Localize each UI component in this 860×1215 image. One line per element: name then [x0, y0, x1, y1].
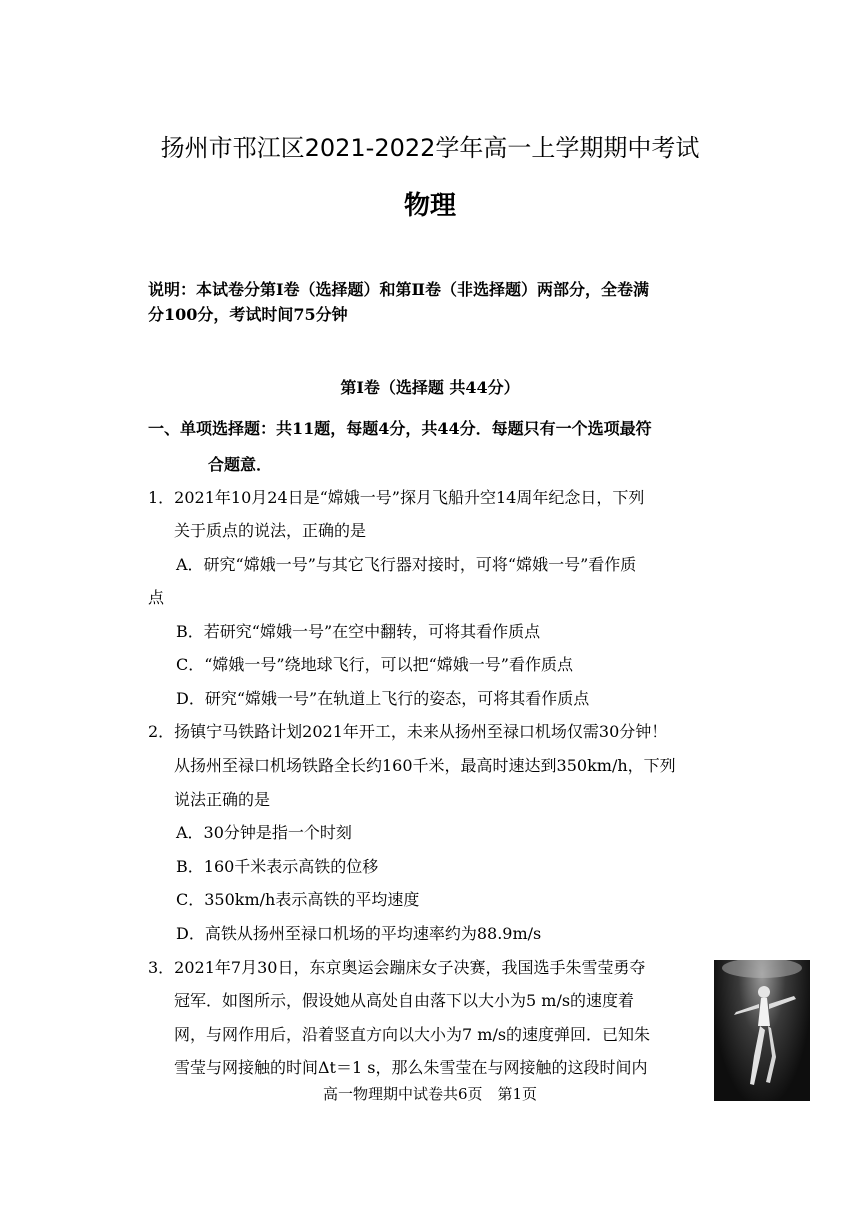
instructions-line-1: 说明：本试卷分第Ⅰ卷（选择题）和第Ⅱ卷（非选择题）两部分，全卷满: [148, 280, 649, 299]
q1-option-a-cont: 点: [148, 588, 165, 607]
q1-stem-line-2: 关于质点的说法，正确的是: [174, 521, 367, 540]
q3-stem-line-2: 冠军．如图所示，假设她从高处自由落下以大小为5 m/s的速度着: [174, 991, 635, 1010]
q2-stem-line-2: 从扬州至禄口机场铁路全长约160千米，最高时速达到350km/h，下列: [174, 756, 676, 775]
q2-stem-line-3: 说法正确的是: [174, 790, 271, 809]
section-title: 第Ⅰ卷（选择题 共44分）: [340, 378, 520, 397]
q2-option-d: D．高铁从扬州至禄口机场的平均速率约为88.9m/s: [176, 924, 542, 943]
section-heading-line-1: 一、单项选择题：共11题，每题4分，共44分．每题只有一个选项最符: [148, 419, 652, 438]
page-footer: 高一物理期中试卷共6页 第1页: [322, 1085, 538, 1103]
q1-option-c: C．“嫦娥一号”绕地球飞行，可以把“嫦娥一号”看作质点: [176, 655, 573, 674]
q2-option-c: C．350km/h表示高铁的平均速度: [176, 890, 420, 909]
q2-stem-line-1: 2．扬镇宁马铁路计划2021年开工，未来从扬州至禄口机场仅需30分钟！: [148, 722, 668, 741]
q3-stem-line-4: 雪莹与网接触的时间Δt＝1 s，那么朱雪莹在与网接触的这段时间内: [174, 1058, 648, 1077]
subject-title: 物理: [403, 191, 456, 221]
q3-stem-line-1: 3．2021年7月30日，东京奥运会蹦床女子决赛，我国选手朱雪莹勇夺: [148, 958, 646, 977]
instructions-line-2: 分100分，考试时间75分钟: [148, 305, 348, 324]
q1-option-a: A．研究“嫦娥一号”与其它飞行器对接时，可将“嫦娥一号”看作质: [176, 555, 637, 574]
trampoline-athlete-photo: [714, 960, 810, 1101]
q3-stem-line-3: 网，与网作用后，沿着竖直方向以大小为7 m/s的速度弹回．已知朱: [174, 1025, 651, 1044]
q2-option-a: A．30分钟是指一个时刻: [176, 823, 352, 842]
q1-option-b: B．若研究“嫦娥一号”在空中翻转，可将其看作质点: [176, 622, 541, 641]
section-heading-line-2: 合题意．: [208, 455, 273, 474]
q1-stem-line-1: 1．2021年10月24日是“嫦娥一号”探月飞船升空14周年纪念日，下列: [148, 488, 645, 507]
exam-title: 扬州市邗江区2021-2022学年高一上学期期中考试: [160, 134, 700, 162]
q1-option-d: D．研究“嫦娥一号”在轨道上飞行的姿态，可将其看作质点: [176, 689, 590, 708]
q2-option-b: B．160千米表示高铁的位移: [176, 857, 379, 876]
